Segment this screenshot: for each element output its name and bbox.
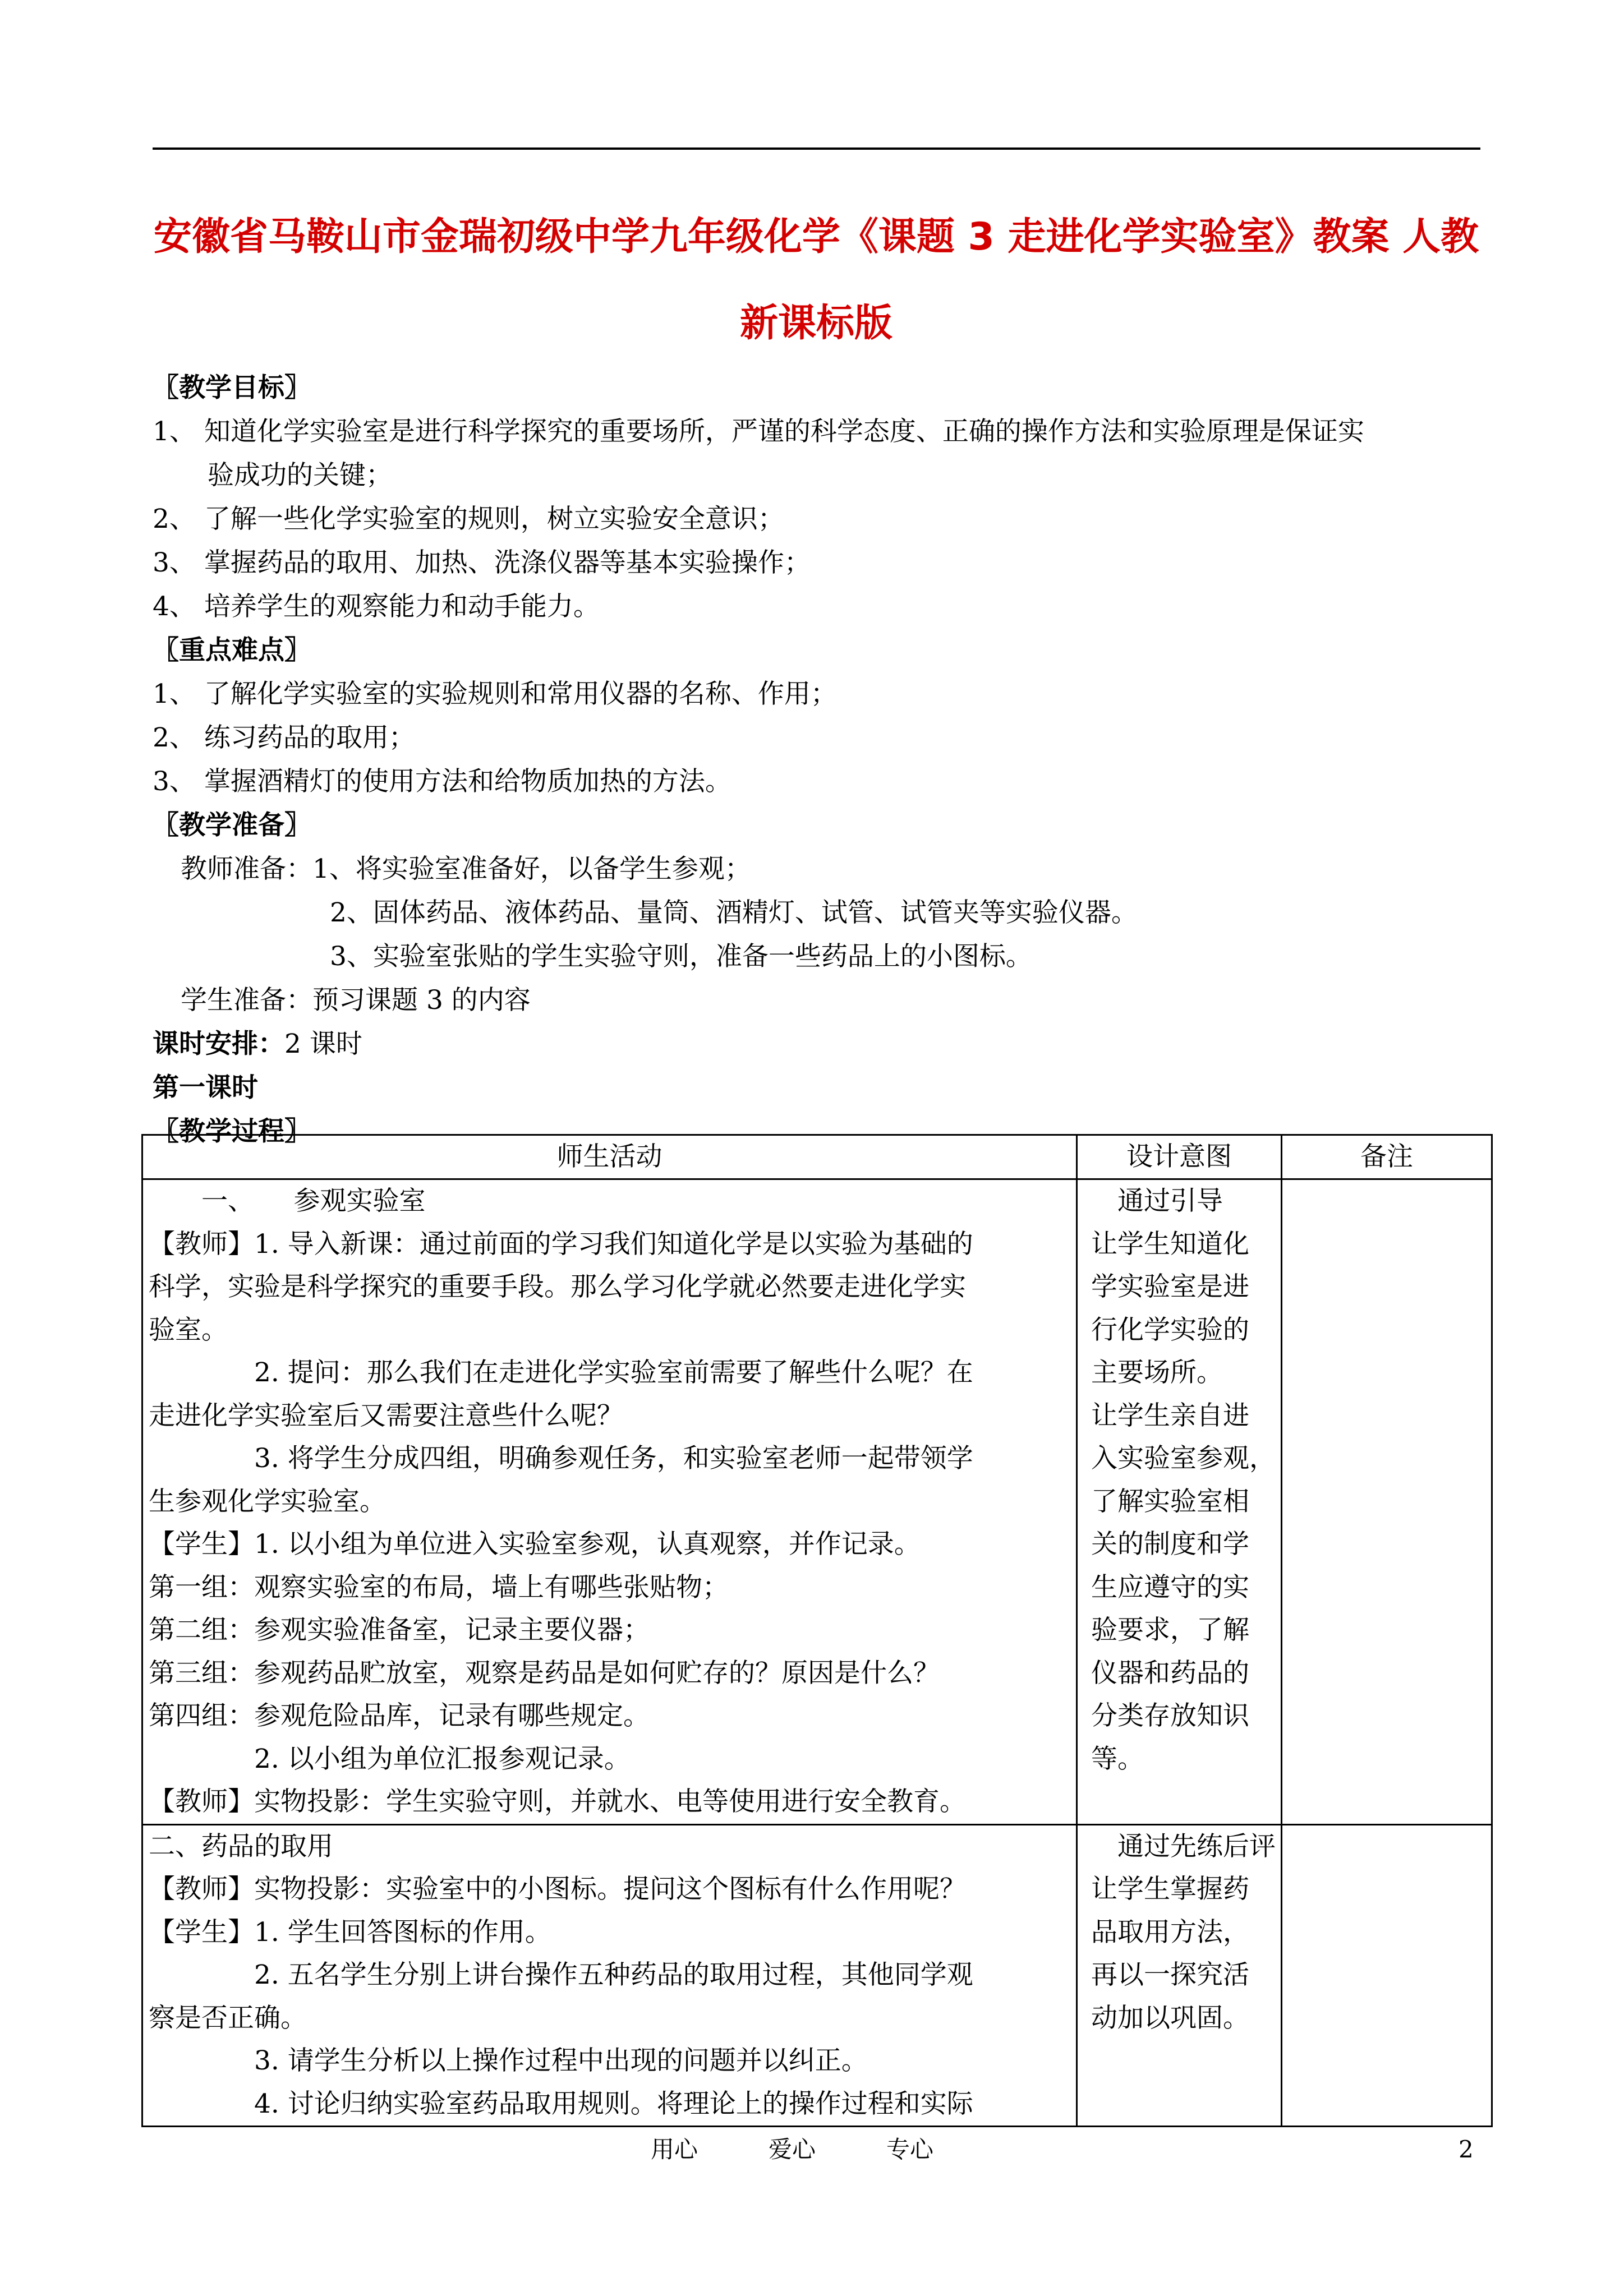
intent-line: 让学生知道化 xyxy=(1091,1228,1249,1260)
activity-line: 【教师】实物投影：实验室中的小图标。提问这个图标有什么作用呢？ xyxy=(149,1874,966,1905)
process-table xyxy=(141,1134,1493,2127)
keypoint-item: 2、 练习药品的取用； xyxy=(153,722,415,753)
activity-line: 一、 参观实验室 xyxy=(149,1186,426,1216)
activity-line: 2. 五名学生分别上讲台操作五种药品的取用过程，其他同学观 xyxy=(149,1960,973,1990)
activity-line: 走进化学实验室后又需要注意些什么呢？ xyxy=(149,1400,623,1431)
intent-line: 入实验室参观， xyxy=(1091,1443,1276,1474)
page-number: 2 xyxy=(1459,2136,1474,2163)
keypoint-item: 1、 了解化学实验室的实验规则和常用仪器的名称、作用； xyxy=(153,679,837,709)
note-cell xyxy=(1282,1179,1492,1825)
objective-item-continuation: 验成功的关键； xyxy=(208,460,392,491)
activity-cell xyxy=(142,1824,1077,2127)
teacher-preparation-item: 3、实验室张贴的学生实验守则，准备一些药品上的小图标。 xyxy=(330,941,1032,972)
activity-line: 生参观化学实验室。 xyxy=(149,1486,386,1517)
activity-line: 察是否正确。 xyxy=(149,2002,307,2034)
intent-line: 让学生亲自进 xyxy=(1091,1400,1249,1431)
intent-line: 品取用方法， xyxy=(1091,1916,1249,1948)
objective-item: 4、 培养学生的观察能力和动手能力。 xyxy=(153,591,600,622)
keypoints-heading: 〖重点难点〗 xyxy=(153,635,311,666)
intent-line: 生应遵守的实 xyxy=(1091,1571,1249,1603)
table-header-row xyxy=(142,1135,1492,1179)
document-title-line-1: 安徽省马鞍山市金瑞初级中学九年级化学《课题 3 走进化学实验室》教案 人教 xyxy=(153,215,1479,259)
activity-line: 第四组：参观危险品库，记录有哪些规定。 xyxy=(149,1700,650,1731)
activity-line: 【学生】1. 以小组为单位进入实验室参观，认真观察，并作记录。 xyxy=(149,1529,921,1560)
note-cell xyxy=(1282,1824,1492,2127)
activity-line: 第二组：参观实验准备室，记录主要仪器； xyxy=(149,1615,650,1645)
activity-cell xyxy=(142,1179,1077,1825)
process-heading: 〖教学过程〗 xyxy=(153,1116,311,1147)
intent-line: 了解实验室相 xyxy=(1091,1486,1249,1517)
activity-line: 第一组：观察实验室的布局，墙上有哪些张贴物； xyxy=(149,1571,729,1603)
intent-line: 通过先练后评 xyxy=(1091,1831,1276,1862)
schedule xyxy=(153,1027,362,1061)
footer-motto: 用心 爱心 专心 xyxy=(651,2136,934,2163)
intent-line: 仪器和药品的 xyxy=(1091,1657,1249,1689)
intent-cell xyxy=(1077,1179,1282,1825)
lesson-label: 第一课时 xyxy=(153,1072,258,1103)
document-title-line-2: 新课标版 xyxy=(739,301,892,345)
objectives-heading: 〖教学目标〗 xyxy=(153,372,311,403)
intent-line: 主要场所。 xyxy=(1091,1357,1223,1388)
activity-line: 3. 请学生分析以上操作过程中出现的问题并以纠正。 xyxy=(149,2045,868,2076)
intent-line: 让学生掌握药 xyxy=(1091,1874,1249,1905)
activity-line: 验室。 xyxy=(149,1314,228,1345)
intent-line: 行化学实验的 xyxy=(1091,1314,1249,1345)
intent-line: 等。 xyxy=(1091,1743,1144,1774)
activity-line: 4. 讨论归纳实验室药品取用规则。将理论上的操作过程和实际 xyxy=(149,2088,973,2119)
intent-cell xyxy=(1077,1824,1282,2127)
activity-line: 【学生】1. 学生回答图标的作用。 xyxy=(149,1916,551,1948)
activity-line: 2. 提问：那么我们在走进化学实验室前需要了解些什么呢？在 xyxy=(149,1357,973,1388)
intent-line: 学实验室是进 xyxy=(1091,1271,1249,1302)
table-row xyxy=(142,1824,1492,2127)
activity-line: 2. 以小组为单位汇报参观记录。 xyxy=(149,1743,631,1774)
teacher-preparation-item: 2、固体药品、液体药品、量筒、酒精灯、试管、试管夹等实验仪器。 xyxy=(330,897,1138,928)
activity-line: 第三组：参观药品贮放室，观察是药品是如何贮存的？原因是什么？ xyxy=(149,1657,940,1689)
keypoint-item: 3、 掌握酒精灯的使用方法和给物质加热的方法。 xyxy=(153,766,732,797)
objective-item: 2、 了解一些化学实验室的规则，树立实验安全意识； xyxy=(153,504,784,534)
objective-item: 3、 掌握药品的取用、加热、洗涤仪器等基本实验操作； xyxy=(153,547,811,578)
header-rule xyxy=(153,147,1480,150)
header-intent: 设计意图 xyxy=(1077,1135,1282,1179)
activity-line: 科学，实验是科学探究的重要手段。那么学习化学就必然要走进化学实 xyxy=(149,1271,966,1302)
intent-line: 分类存放知识 xyxy=(1091,1700,1249,1731)
intent-line: 关的制度和学 xyxy=(1091,1529,1249,1560)
teacher-preparation: 教师准备：1、将实验室准备好，以备学生参观； xyxy=(181,854,751,884)
activity-line: 二、药品的取用 xyxy=(149,1831,333,1862)
intent-line: 再以一探究活 xyxy=(1091,1960,1249,1990)
header-note: 备注 xyxy=(1282,1135,1492,1179)
activity-line: 【教师】1. 导入新课：通过前面的学习我们知道化学是以实验为基础的 xyxy=(149,1228,973,1260)
intent-line: 动加以巩固。 xyxy=(1091,2002,1249,2034)
activity-line: 【教师】实物投影：学生实验守则，并就水、电等使用进行安全教育。 xyxy=(149,1786,966,1817)
objective-item: 1、 知道化学实验室是进行科学探究的重要场所，严谨的科学态度、正确的操作方法和实验原理是保证实 xyxy=(153,416,1364,447)
schedule-value: 2 课时 xyxy=(284,1029,362,1059)
header-activity: 师生活动 xyxy=(142,1135,1077,1179)
activity-line: 3. 将学生分成四组，明确参观任务，和实验室老师一起带领学 xyxy=(149,1443,973,1474)
schedule-label: 课时安排： xyxy=(153,1029,284,1059)
student-preparation: 学生准备：预习课题 3 的内容 xyxy=(181,985,531,1016)
table-row xyxy=(142,1179,1492,1825)
preparation-heading: 〖教学准备〗 xyxy=(153,810,311,841)
intent-line: 通过引导 xyxy=(1091,1186,1223,1216)
intent-line: 验要求，了解 xyxy=(1091,1615,1249,1645)
